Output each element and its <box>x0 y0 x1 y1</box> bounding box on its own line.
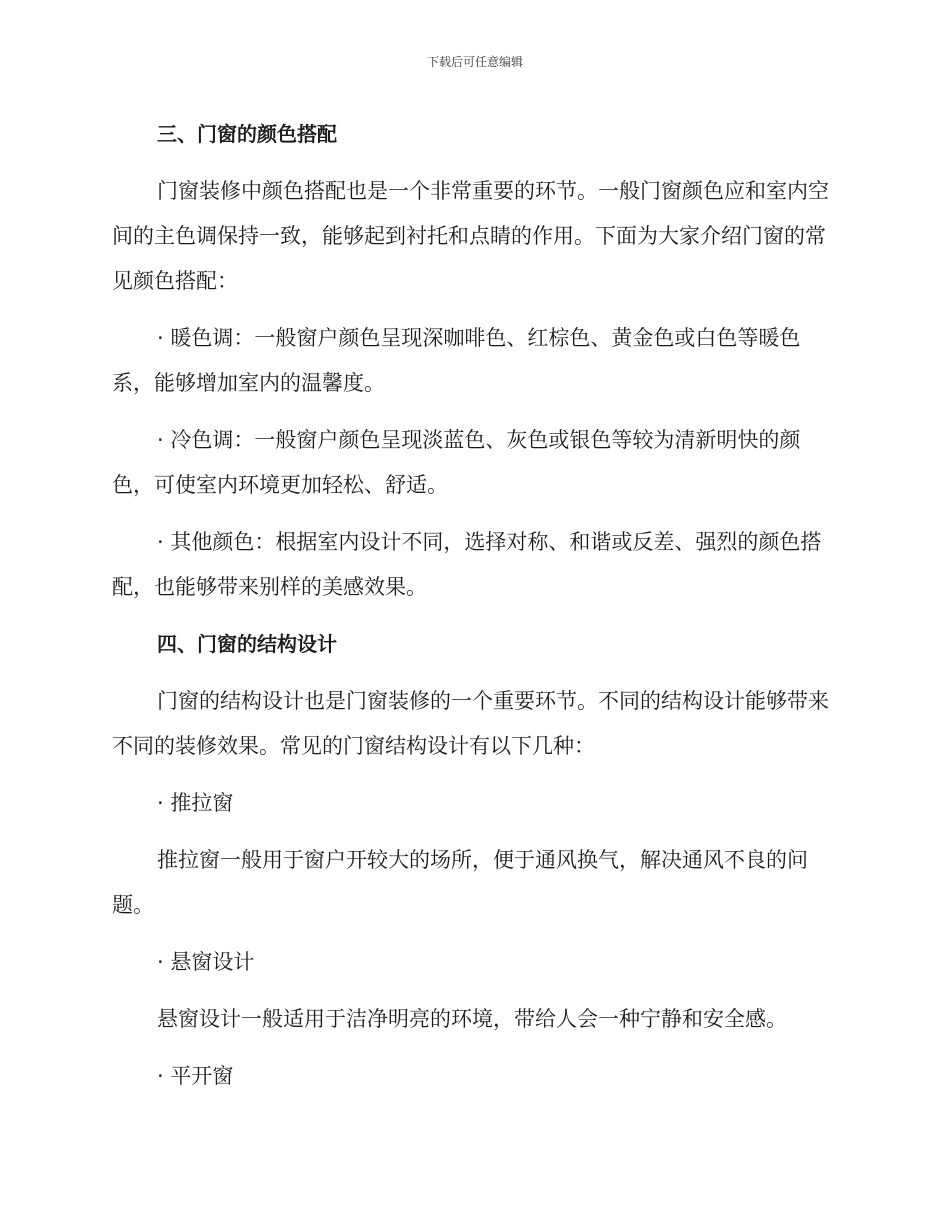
bullet-casement-window: · 平开窗 <box>157 1064 234 1088</box>
bullet-sliding-window: · 推拉窗 <box>157 791 234 815</box>
bullet-other-colors: · 其他颜色：根据室内设计不同，选择对称、和谐或反差、强烈的颜色搭配，也能够带来别样的美感效果。 <box>112 530 822 599</box>
paragraph-structure-intro: 门窗的结构设计也是门窗装修的一个重要环节。不同的结构设计能够带来不同的装修效果。常见的门窗结构设计有以下几种： <box>112 689 829 758</box>
paragraph-colors-intro: 门窗装修中颜色搭配也是一个非常重要的环节。一般门窗颜色应和室内空间的主色调保持一致，能够起到衬托和点睛的作用。下面为大家介绍门窗的常见颜色搭配： <box>112 179 829 293</box>
page-header: 下载后可任意编辑 <box>426 55 523 69</box>
paragraph-hung-window: 悬窗设计一般适用于洁净明亮的环境，带给人会一种宁静和安全感。 <box>157 1007 787 1031</box>
section-heading-colors: 三、门窗的颜色搭配 <box>157 122 337 146</box>
bullet-hung-window: · 悬窗设计 <box>157 950 255 974</box>
paragraph-sliding-window: 推拉窗一般用于窗户开较大的场所，便于通风换气，解决通风不良的问题。 <box>112 848 808 917</box>
section-heading-structure: 四、门窗的结构设计 <box>157 632 337 656</box>
bullet-cool-colors: · 冷色调：一般窗户颜色呈现淡蓝色、灰色或银色等较为清新明快的颜色，可使室内环境更加轻松、舒适。 <box>112 428 801 497</box>
bullet-warm-colors: · 暖色调：一般窗户颜色呈现深咖啡色、红棕色、黄金色或白色等暖色系，能够增加室内的温馨度。 <box>112 326 801 395</box>
document-body <box>112 112 832 1111</box>
